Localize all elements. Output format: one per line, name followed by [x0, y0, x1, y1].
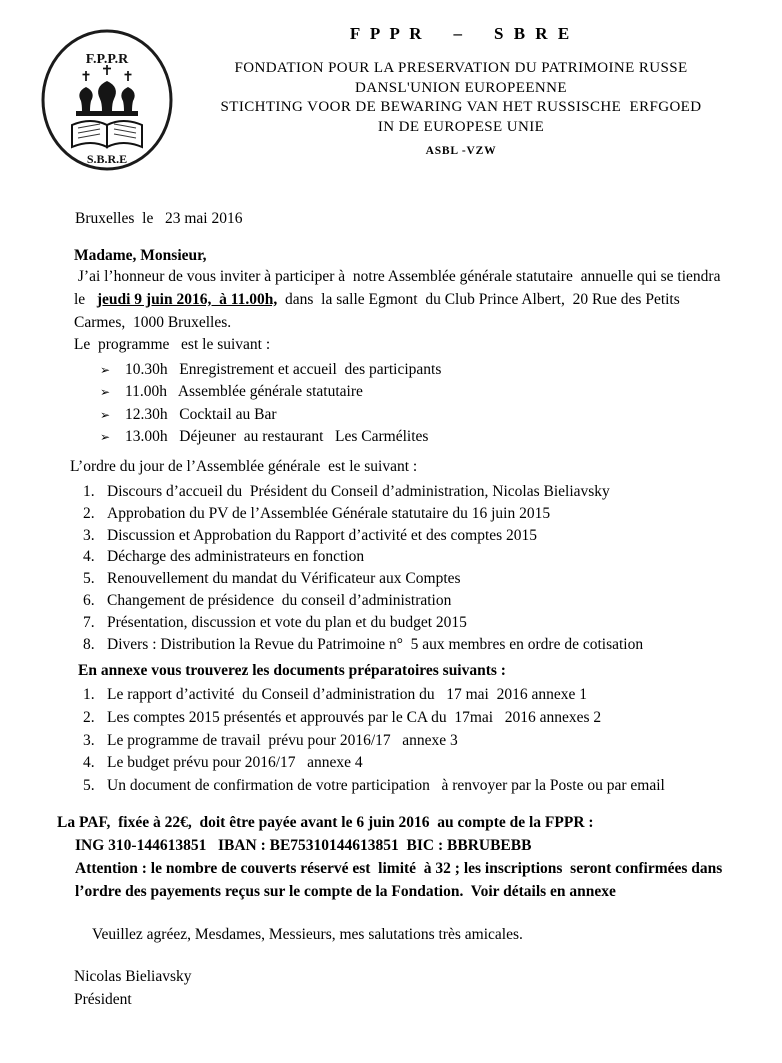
payment-info [57, 811, 730, 903]
org-name-fr-line1: FONDATION POUR LA PRESERVATION DU PATRIMOINE RUSSE [234, 60, 688, 76]
bank-account-line: ING 310-144613851 IBAN : BE75310144613851 BIC : BBRUBEBB [75, 837, 532, 855]
program-item-text: 10.30h Enregistrement et accueil des participants [125, 361, 442, 379]
meeting-datetime: jeudi 9 juin 2016, à 11.00h, [96, 290, 278, 308]
agenda-item-number: 5. [83, 570, 95, 588]
foundation-logo [36, 24, 178, 176]
annex-item-text: Le rapport d’activité du Conseil d’administration du 17 mai 2016 annexe 1 [107, 686, 587, 704]
program-item [100, 381, 782, 403]
agenda-item [83, 612, 742, 634]
agenda-item-text: Changement de présidence du conseil d’administration [107, 591, 452, 609]
annex-item [83, 707, 742, 730]
invitation-paragraph [74, 266, 736, 334]
payment-details [75, 834, 730, 903]
agenda-item-text: Discours d’accueil du Président du Conseil d’administration, Nicolas Bieliavsky [107, 483, 610, 500]
agenda-item-number: 3. [83, 526, 95, 544]
agenda-item [83, 546, 742, 568]
annex-item-number: 2. [83, 708, 95, 726]
open-book-icon [72, 121, 142, 147]
org-name-fr-line2: DANSL'UNION EUROPEENNE [355, 79, 567, 96]
org-names [150, 59, 772, 137]
agenda-item-number: 1. [83, 483, 95, 500]
letterhead-text [150, 0, 772, 157]
agenda-item [83, 568, 742, 590]
annex-item-text: Le programme de travail prévu pour 2016/17 annexe 3 [107, 731, 458, 749]
arrow-bullet-icon: ➢ [100, 363, 111, 378]
agenda-item [83, 590, 742, 612]
annex-item-number: 3. [83, 731, 95, 749]
program-item [100, 404, 782, 426]
program-intro: Le programme est le suivant : [70, 336, 271, 354]
agenda-item-text: Décharge des administrateurs en fonction [107, 548, 365, 566]
annex-item-number: 4. [83, 754, 95, 772]
logo-top-text: F.P.P.R [85, 52, 129, 67]
agenda-item-number: 4. [83, 548, 95, 566]
agenda-item-text: Discussion et Approbation du Rapport d’activité et des comptes 2015 [107, 526, 538, 544]
annex-heading: En annexe vous trouverez les documents préparatoires suivants : [78, 662, 506, 680]
agenda-list [83, 481, 742, 655]
agenda-item [83, 634, 742, 656]
org-name-nl-line1: STICHTING VOOR DE BEWARING VAN HET RUSSISCHE ERFGOED [220, 99, 702, 115]
arrow-bullet-icon: ➢ [100, 385, 111, 400]
annex-item-text: Un document de confirmation de votre participation à renvoyer par la Poste ou par email [107, 776, 665, 794]
invitation-text-pre: J’ai l’honneur de vous inviter à participer à notre Assemblée générale statutaire annuelle qui se tiendra le [74, 268, 736, 308]
program-list [100, 359, 782, 448]
salutation: Madame, Monsieur, [74, 247, 207, 264]
agenda-item-text: Divers : Distribution la Revue du Patrimoine n° 5 aux membres en ordre de cotisation [107, 635, 644, 653]
org-acronym-title: F P P R – S B R E [349, 24, 573, 43]
agenda-item [83, 481, 742, 503]
org-legal-form: ASBL -VZW [425, 145, 497, 157]
agenda-item-text: Renouvellement du mandat du Vérificateur aux Comptes [107, 570, 461, 588]
letter-body [0, 210, 782, 1011]
annex-item [83, 730, 742, 753]
letterhead [0, 0, 782, 184]
program-item-text: 12.30h Cocktail au Bar [125, 405, 277, 423]
signature-name: Nicolas Bieliavsky [74, 968, 192, 986]
paf-amount-line: La PAF, fixée à 22€, doit être payée avant le 6 juin 2016 au compte de la FPPR : [57, 814, 594, 832]
dateline: Bruxelles le 23 mai 2016 [75, 210, 243, 227]
annex-item [83, 752, 742, 775]
agenda-intro: L’ordre du jour de l’Assemblée générale est le suivant : [70, 458, 418, 475]
signature-block [74, 966, 782, 1011]
closing-formula: Veuillez agréez, Mesdames, Messieurs, mes salutations très amicales. [92, 926, 523, 944]
agenda-item [83, 525, 742, 547]
agenda-item [83, 503, 742, 525]
annex-item [83, 684, 742, 707]
annex-item-number: 5. [83, 776, 95, 794]
agenda-item-number: 8. [83, 635, 95, 653]
agenda-item-text: Présentation, discussion et vote du plan et du budget 2015 [107, 613, 467, 631]
agenda-item-text: Approbation du PV de l’Assemblée Générale statutaire du 16 juin 2015 [107, 504, 551, 522]
program-item-text: 11.00h Assemblée générale statutaire [125, 383, 363, 401]
annex-item-number: 1. [83, 686, 95, 704]
signature-title: Président [74, 990, 132, 1008]
arrow-bullet-icon: ➢ [100, 429, 111, 444]
arrow-bullet-icon: ➢ [100, 407, 111, 422]
invitation-text-post: dans la salle Egmont du Club Prince Albert, 20 Rue des Petits Carmes, 1000 Bruxelles. [74, 290, 684, 331]
annex-item [83, 775, 742, 798]
agenda-item-number: 7. [83, 613, 95, 631]
logo-bottom-text: S.B.R.E [86, 152, 128, 166]
attention-line: Attention : le nombre de couverts réservé est limité à 32 ; les inscriptions seront confirmées dans l’ordre des payements reçus sur le compte de la Fondation. Voir détails en annexe [75, 860, 727, 901]
annex-list [83, 684, 742, 797]
annex-item-text: Le budget prévu pour 2016/17 annexe 4 [107, 754, 363, 772]
program-item [100, 426, 782, 448]
agenda-item-number: 2. [83, 504, 95, 522]
program-item [100, 359, 782, 381]
annex-item-text: Les comptes 2015 présentés et approuvés par le CA du 17mai 2016 annexes 2 [107, 708, 602, 726]
org-name-nl-line2: IN DE EUROPESE UNIE [377, 118, 545, 135]
program-item-text: 13.00h Déjeuner au restaurant Les Carmélites [125, 427, 429, 445]
agenda-item-number: 6. [83, 591, 95, 609]
